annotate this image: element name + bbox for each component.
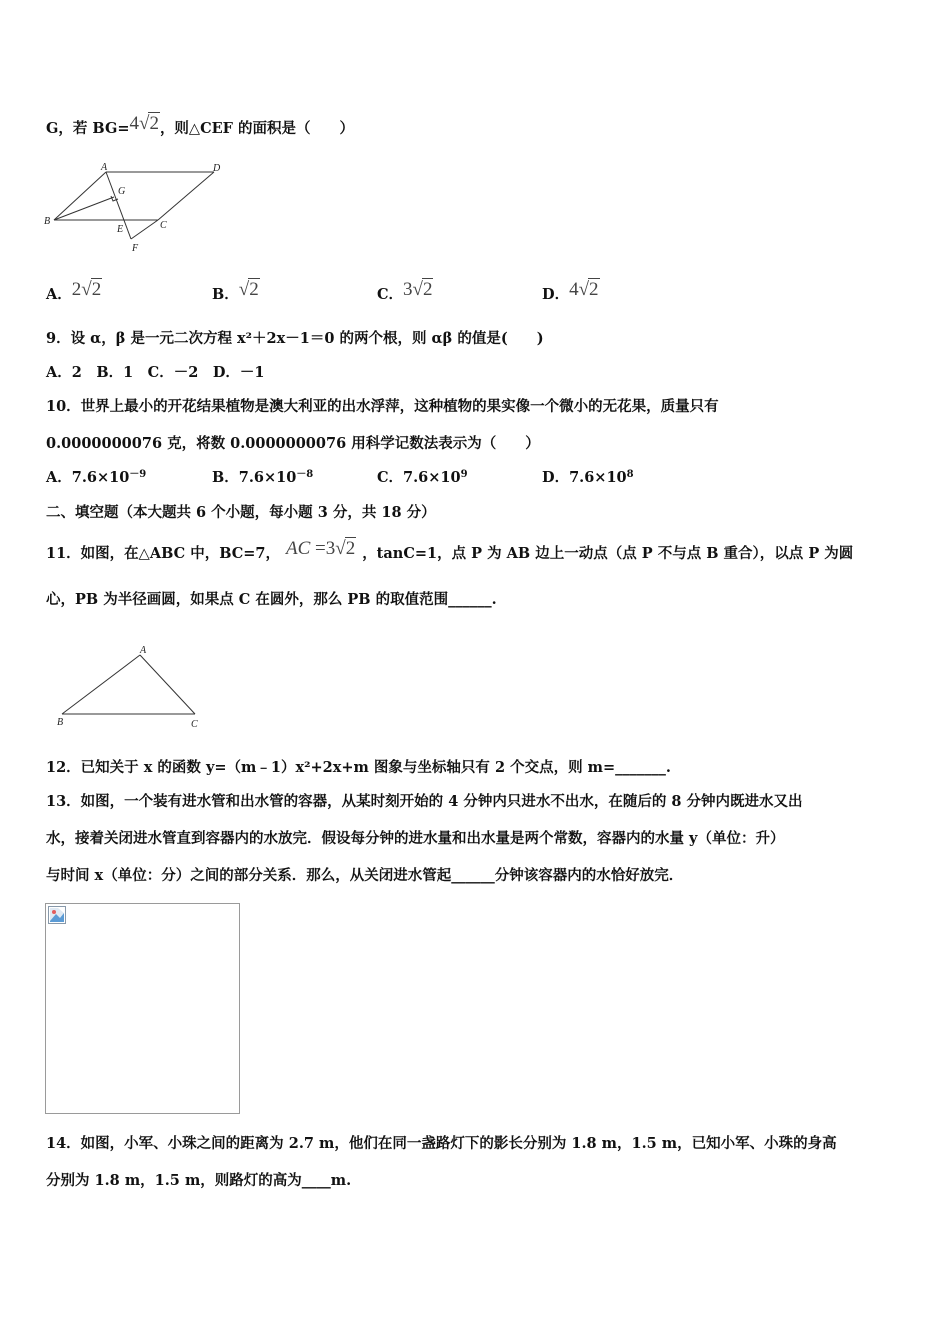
q8-stem-suffix: ，则△CEF 的面积是（ ）: [159, 120, 355, 137]
q8-label-a: A: [101, 162, 108, 173]
q8-stem: [46, 113, 910, 140]
q12-stem: 12．已知关于 x 的函数 y=（m﹣1）x²+2x+m 图象与坐标轴只有 2 个交点，则 m=_______.: [46, 759, 671, 776]
q11-stem-line1: 11．如图，在△ABC 中，BC=7， AC =3√2 ，tanC=1，点 P 为 AB 边上一动点（点 P 不与点 B 重合），以点 P 为圆: [46, 538, 854, 562]
q10-option-c: C．$7.6\times 10^9$: [377, 469, 468, 486]
q8-option-d: D．4√2: [542, 279, 599, 303]
q13-stem-line3: 与时间 x（单位：分）之间的部分关系．那么，从关闭进水管起______分钟该容器内的水恰好放完．: [46, 867, 684, 884]
q8-option-a: A．2√2: [46, 279, 102, 303]
q8-label-d: D: [213, 163, 221, 174]
q11-triangle-figure: [52, 643, 212, 731]
q10-option-d: D．$7.6\times 10^8$: [542, 469, 634, 486]
q10-option-b: B．$7.6\times 10^{-8}$: [212, 469, 314, 486]
q11-stem-line2: 心，PB 为半径画圆，如果点 C 在圆外，那么 PB 的取值范围______.: [46, 591, 497, 608]
q8-label-g: G: [118, 186, 126, 197]
q14-stem-line2: 分别为 1.8 m，1.5 m，则路灯的高为____m.: [46, 1172, 352, 1189]
q8-stem-prefix: G，若 BG=: [46, 120, 130, 137]
broken-image-icon: [48, 906, 66, 924]
q10-option-a: A．$7.6\times 10^{-9}$: [46, 469, 147, 486]
q13-figure-placeholder: [45, 903, 240, 1114]
q10-stem-line2: 0.0000000076 克，将数 0.0000000076 用科学记数法表示为（ ）: [46, 435, 540, 452]
q8-label-e: E: [117, 224, 124, 235]
q11-label-a: A: [140, 645, 147, 656]
q8-parallelogram-figure: [42, 162, 232, 257]
q13-stem-line1: 13．如图，一个装有进水管和出水管的容器，从某时刻开始的 4 分钟内只进水不出水，在随后的 8 分钟内既进水又出: [46, 793, 803, 810]
q11-ac-formula: AC =3√2: [286, 538, 356, 559]
q13-stem-line2: 水，接着关闭进水管直到容器内的水放完．假设每分钟的进水量和出水量是两个常数，容器内的水量 y（单位：升）: [46, 830, 785, 847]
q11-label-c: C: [191, 719, 198, 730]
q11-label-b: B: [57, 717, 64, 728]
q8-option-c: C．3√2: [377, 279, 433, 303]
q8-options: [46, 279, 910, 307]
q8-option-b: B．√2: [212, 279, 259, 303]
q8-label-c: C: [160, 220, 167, 231]
q8-label-b: B: [44, 216, 51, 227]
q10-stem-line1: 10．世界上最小的开花结果植物是澳大利亚的出水浮萍，这种植物的果实像一个微小的无花果，质量只有: [46, 398, 719, 415]
section2-heading: 二、填空题（本大题共 6 个小题，每小题 3 分，共 18 分）: [46, 504, 436, 521]
q8-bg-value: 4√2: [129, 113, 159, 134]
q9-stem: 9．设 α，β 是一元二次方程 x²＋2x－1＝0 的两个根，则 αβ 的值是( ): [46, 330, 544, 347]
q8-label-f: F: [132, 243, 139, 254]
q10-options: [46, 467, 910, 489]
q14-stem-line1: 14．如图，小军、小珠之间的距离为 2.7 m，他们在同一盏路灯下的影长分别为 1.8 m，1.5 m，已知小军、小珠的身高: [46, 1135, 837, 1152]
q9-options: A．2 B．1 C．－2 D．－1: [46, 364, 265, 381]
